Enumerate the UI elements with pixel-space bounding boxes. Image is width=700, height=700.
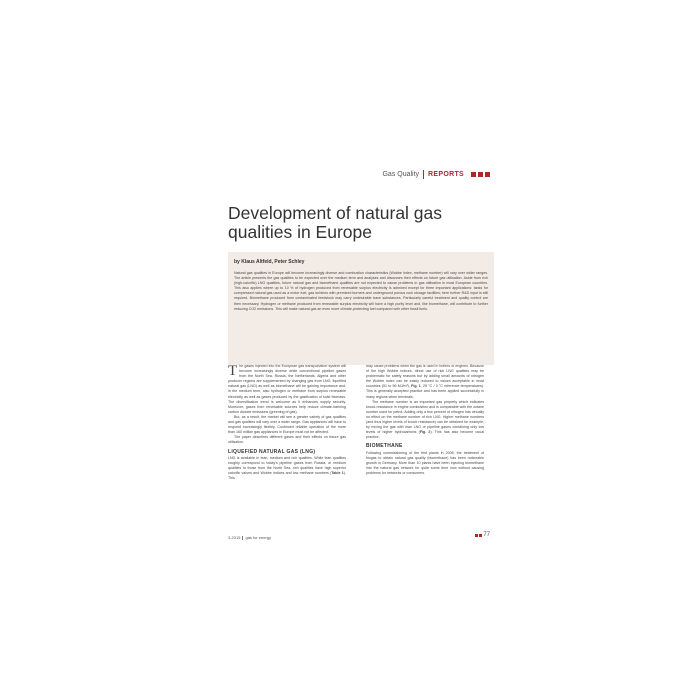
section-label: Gas Quality	[382, 171, 420, 178]
magazine-name: gas for energy	[245, 535, 272, 540]
paragraph: The methane number is an important gas property which indicates knock resistance in engine combustion and is comparable with the octane number used for petrol. Adding only a few percent of nitrogen has virtually no effect on the methane number of rich LNG. Higher methane numbers (and thus higher levels of knock resistance) can be obtained for example, by mixing the gas with lean LNG or pipeline gases containing only low levels of higher hydrocarbons (Fig. 2). This has also become usual practice.	[366, 399, 485, 440]
paragraph: LNG is available in lean, medium and rich qualities. While lean qualities roughly correspond to today's pipeline gases from Russia, or medium qualities to those from the North Sea, rich qualities have high superior calorific values and Wobbe indices and low methane numbers (Table 1). This	[228, 455, 346, 480]
paragraph: The gases injected into the European gas transportation system will become increasingly diverse while conventional pipeline gases from the North Sea, Russia, the Netherlands, Algeria and other producer regions are supplemented by changing gas from LNG, liquefied natural gas (LNG) as well as biomethane will be gaining importance and, in the medium term, also hydrogen or methane from surplus renewable electricity as well as gases produced by the gasification of solid biomass. The diversification trend is welcome as it enhances supply security. Moreover, gases from renewable sources help reduce climate-harming carbon dioxide emissions (greening of gas).	[228, 363, 346, 414]
running-header	[382, 170, 490, 179]
abstract-text: Natural gas qualities in Europe will become increasingly diverse and combustion characteristics (Wobbe index, methane number) will vary over wider ranges. The article presents the gas qualities to be expected over the medium term and analyses and discusses their effects on future gas utilisation. Aside from rich (high-calorific) LNG qualities, future natural gas and biomethane qualities are not expected to cause problems in gas utilisation in most European countries. This also applies where up to 10 % of hydrogen produced from renewable surplus electricity is admixed except for three important applications: tanks for compressed natural gas used as a motor fuel, gas turbines with premixed burners and underground porous rock storage facilities; here further R&D input is still required. Biomethane produced from contaminated feedstock may carry undesirable trace substances. Particularly careful treatment and quality control are then necessary. Hydrogen or methane produced from renewable surplus electricity will have a high purity level and, like biomethane, will contribute to further reducing CO2 emissions. This will make natural gas an even more climate-protecting fuel compared with other fossil fuels.	[234, 271, 488, 311]
page-number: 77	[483, 532, 490, 538]
title-line-2: qualities in Europe	[228, 222, 372, 242]
decor-square-icon	[475, 534, 478, 537]
paragraph: may cause problems when the gas is used in boilers or engines. Because of the high Wobbe indices, direct use of rich LNG qualities may be problematic for safety reasons but by adding small amounts of nitrogen the Wobbe index can be easily reduced to values acceptable in most countries (51 to 56 MJ/m³), Fig. 1, 25 °C / 0 °C reference temperatures). This is generally accepted practice and has been applied successfully in many regions when terminals.	[366, 364, 484, 399]
section-heading-biomethane: BIOMETHANE	[366, 443, 403, 450]
decor-square-icon	[478, 172, 483, 177]
issue-number: 3-2015	[228, 535, 241, 540]
paragraph: Following commissioning of the first plants in 2006, the treatment of biogas to obtain natural gas quality (biomethane) has been noticeable growth in Germany. More than 10 plants have been injecting biomethane into the natural gas network for quite some time now without causing problems for networks or consumers.	[366, 450, 484, 475]
decor-square-icon	[485, 172, 490, 177]
footer-divider	[242, 536, 243, 540]
decor-square-icon	[471, 172, 476, 177]
decor-square-icon	[479, 534, 482, 537]
reports-label: REPORTS	[428, 171, 464, 178]
footer-issue	[228, 535, 271, 540]
header-divider	[423, 170, 424, 179]
table-reference: Table 1	[331, 470, 344, 475]
article-title	[228, 204, 528, 242]
figure-reference: Fig. 2	[419, 430, 431, 435]
body-column-right	[366, 364, 484, 476]
section-heading-lng: LIQUEFIED NATURAL GAS (LNG)	[228, 448, 316, 455]
byline: by Klaus Altfeld, Peter Schley	[234, 259, 305, 265]
abstract-box	[228, 252, 494, 365]
paragraph: But, as a result, the market will see a greater variety of gas qualities and gas qualities will vary over a wider range. Gas appliances will have to respond increasingly flexibly. Continued reliable operation of the more than 160 million gas appliances in Europe must not be affected.	[228, 414, 346, 435]
body-column-left	[228, 364, 346, 481]
figure-reference: Fig. 1	[411, 384, 421, 389]
drop-cap: T	[228, 363, 238, 379]
paragraph: The paper describes different gases and their effects on future gas utilisation.	[228, 435, 346, 445]
title-line-1: Development of natural gas	[228, 203, 443, 223]
footer-page	[475, 532, 490, 538]
